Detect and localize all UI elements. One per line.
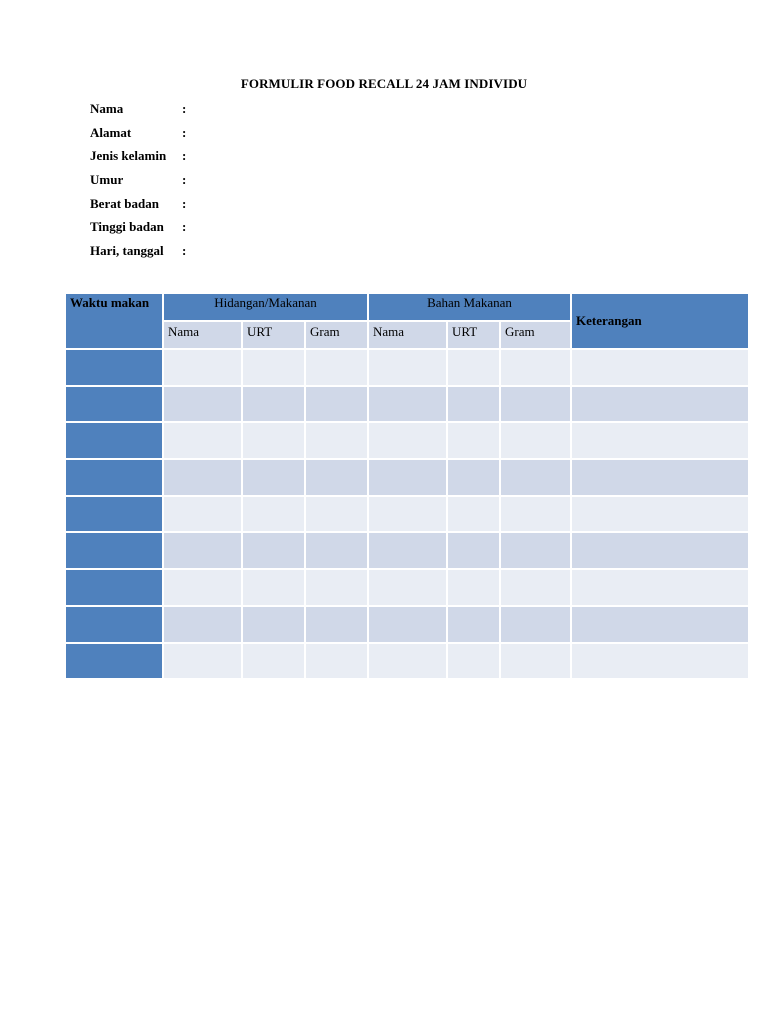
- cell-bahan-nama[interactable]: [368, 643, 447, 680]
- table-header: [65, 293, 749, 349]
- cell-keterangan[interactable]: [571, 422, 749, 459]
- cell-keterangan[interactable]: [571, 532, 749, 569]
- field-colon: :: [182, 219, 187, 235]
- cell-hidangan-gram[interactable]: [305, 532, 368, 569]
- cell-hidangan-urt[interactable]: [242, 569, 305, 606]
- cell-bahan-urt[interactable]: [447, 606, 500, 643]
- table-row: [65, 496, 749, 533]
- cell-hidangan-urt[interactable]: [242, 349, 305, 386]
- field-colon: :: [182, 195, 187, 211]
- cell-hidangan-gram[interactable]: [305, 643, 368, 680]
- row-waktu-makan-cell[interactable]: [65, 569, 163, 606]
- row-waktu-makan-cell[interactable]: [65, 349, 163, 386]
- field-colon: :: [182, 101, 187, 116]
- food-recall-table: [64, 292, 750, 680]
- cell-keterangan[interactable]: [571, 459, 749, 496]
- cell-bahan-urt[interactable]: [447, 386, 500, 423]
- cell-bahan-urt[interactable]: [447, 532, 500, 569]
- cell-hidangan-gram[interactable]: [305, 386, 368, 423]
- cell-hidangan-gram[interactable]: [305, 422, 368, 459]
- cell-keterangan[interactable]: [571, 349, 749, 386]
- cell-hidangan-urt[interactable]: [242, 422, 305, 459]
- cell-bahan-nama[interactable]: [368, 496, 447, 533]
- cell-bahan-urt[interactable]: [447, 349, 500, 386]
- cell-hidangan-nama[interactable]: [163, 496, 242, 533]
- cell-bahan-gram[interactable]: [500, 386, 571, 423]
- subheader-bahan-nama: Nama: [368, 321, 447, 349]
- cell-bahan-nama[interactable]: [368, 459, 447, 496]
- cell-hidangan-gram[interactable]: [305, 349, 368, 386]
- field-jenis-kelamin: [90, 147, 192, 171]
- cell-hidangan-gram[interactable]: [305, 569, 368, 606]
- cell-hidangan-nama[interactable]: [163, 459, 242, 496]
- cell-hidangan-urt[interactable]: [242, 459, 305, 496]
- cell-bahan-nama[interactable]: [368, 569, 447, 606]
- row-waktu-makan-cell[interactable]: [65, 459, 163, 496]
- header-bahan-makanan: Bahan Makanan: [368, 293, 571, 321]
- row-waktu-makan-cell[interactable]: [65, 643, 163, 680]
- field-tinggi-badan: [90, 218, 192, 242]
- table-row: [65, 643, 749, 680]
- cell-keterangan[interactable]: [571, 643, 749, 680]
- cell-hidangan-nama[interactable]: [163, 422, 242, 459]
- cell-bahan-urt[interactable]: [447, 496, 500, 533]
- table-row: [65, 349, 749, 386]
- cell-hidangan-urt[interactable]: [242, 532, 305, 569]
- cell-bahan-nama[interactable]: [368, 606, 447, 643]
- cell-bahan-nama[interactable]: [368, 422, 447, 459]
- row-waktu-makan-cell[interactable]: [65, 532, 163, 569]
- header-waktu-makan: Waktu makan: [65, 293, 163, 349]
- cell-bahan-gram[interactable]: [500, 643, 571, 680]
- cell-bahan-gram[interactable]: [500, 422, 571, 459]
- row-waktu-makan-cell[interactable]: [65, 386, 163, 423]
- table-row: [65, 422, 749, 459]
- field-label: Tinggi badan: [90, 219, 164, 235]
- field-label: Hari, tanggal: [90, 243, 164, 259]
- cell-keterangan[interactable]: [571, 496, 749, 533]
- field-hari-tanggal: [90, 242, 192, 266]
- cell-bahan-gram[interactable]: [500, 569, 571, 606]
- field-umur: [90, 171, 192, 195]
- cell-bahan-nama[interactable]: [368, 532, 447, 569]
- field-berat-badan: [90, 195, 192, 219]
- cell-hidangan-urt[interactable]: [242, 643, 305, 680]
- field-label: Jenis kelamin: [90, 148, 167, 164]
- subheader-bahan-gram: Gram: [500, 321, 571, 349]
- cell-bahan-gram[interactable]: [500, 606, 571, 643]
- cell-hidangan-urt[interactable]: [242, 606, 305, 643]
- cell-keterangan[interactable]: [571, 606, 749, 643]
- row-waktu-makan-cell[interactable]: [65, 422, 163, 459]
- table-row: [65, 606, 749, 643]
- cell-bahan-gram[interactable]: [500, 532, 571, 569]
- cell-hidangan-nama[interactable]: [163, 569, 242, 606]
- cell-bahan-urt[interactable]: [447, 422, 500, 459]
- field-colon: :: [182, 148, 187, 164]
- subheader-hidangan-nama: Nama: [163, 321, 242, 349]
- cell-hidangan-urt[interactable]: [242, 496, 305, 533]
- table-row: [65, 569, 749, 606]
- form-title: FORMULIR FOOD RECALL 24 JAM INDIVIDU: [240, 76, 528, 91]
- field-colon: :: [182, 172, 187, 188]
- cell-hidangan-gram[interactable]: [305, 606, 368, 643]
- cell-hidangan-gram[interactable]: [305, 496, 368, 533]
- cell-bahan-urt[interactable]: [447, 569, 500, 606]
- subheader-hidangan-gram: Gram: [305, 321, 368, 349]
- identity-fields: [90, 100, 192, 266]
- cell-bahan-nama[interactable]: [368, 349, 447, 386]
- cell-bahan-nama[interactable]: [368, 386, 447, 423]
- header-row: [65, 293, 749, 321]
- table-row: [65, 532, 749, 569]
- table-body: [65, 349, 749, 679]
- cell-keterangan[interactable]: [571, 569, 749, 606]
- row-waktu-makan-cell[interactable]: [65, 496, 163, 533]
- field-colon: :: [182, 124, 187, 140]
- header-hidangan-makanan: Hidangan/Makanan: [163, 293, 368, 321]
- cell-keterangan[interactable]: [571, 386, 749, 423]
- subheader-hidangan-urt: URT: [242, 321, 305, 349]
- table-row: [65, 459, 749, 496]
- field-nama: [90, 100, 192, 124]
- row-waktu-makan-cell[interactable]: [65, 606, 163, 643]
- field-colon: :: [182, 243, 187, 259]
- header-keterangan: Keterangan: [571, 293, 749, 349]
- cell-hidangan-nama[interactable]: [163, 532, 242, 569]
- cell-hidangan-nama[interactable]: [163, 643, 242, 680]
- cell-bahan-gram[interactable]: [500, 496, 571, 533]
- cell-hidangan-gram[interactable]: [305, 459, 368, 496]
- cell-bahan-gram[interactable]: [500, 349, 571, 386]
- cell-hidangan-nama[interactable]: [163, 386, 242, 423]
- cell-hidangan-nama[interactable]: [163, 349, 242, 386]
- cell-bahan-gram[interactable]: [500, 459, 571, 496]
- field-label: Nama: [90, 101, 124, 116]
- cell-hidangan-urt[interactable]: [242, 386, 305, 423]
- field-alamat: [90, 124, 192, 148]
- cell-hidangan-nama[interactable]: [163, 606, 242, 643]
- field-label: Alamat: [90, 124, 132, 140]
- field-label: Berat badan: [90, 195, 159, 211]
- cell-bahan-urt[interactable]: [447, 459, 500, 496]
- table-row: [65, 386, 749, 423]
- field-label: Umur: [90, 172, 124, 188]
- cell-bahan-urt[interactable]: [447, 643, 500, 680]
- subheader-bahan-urt: URT: [447, 321, 500, 349]
